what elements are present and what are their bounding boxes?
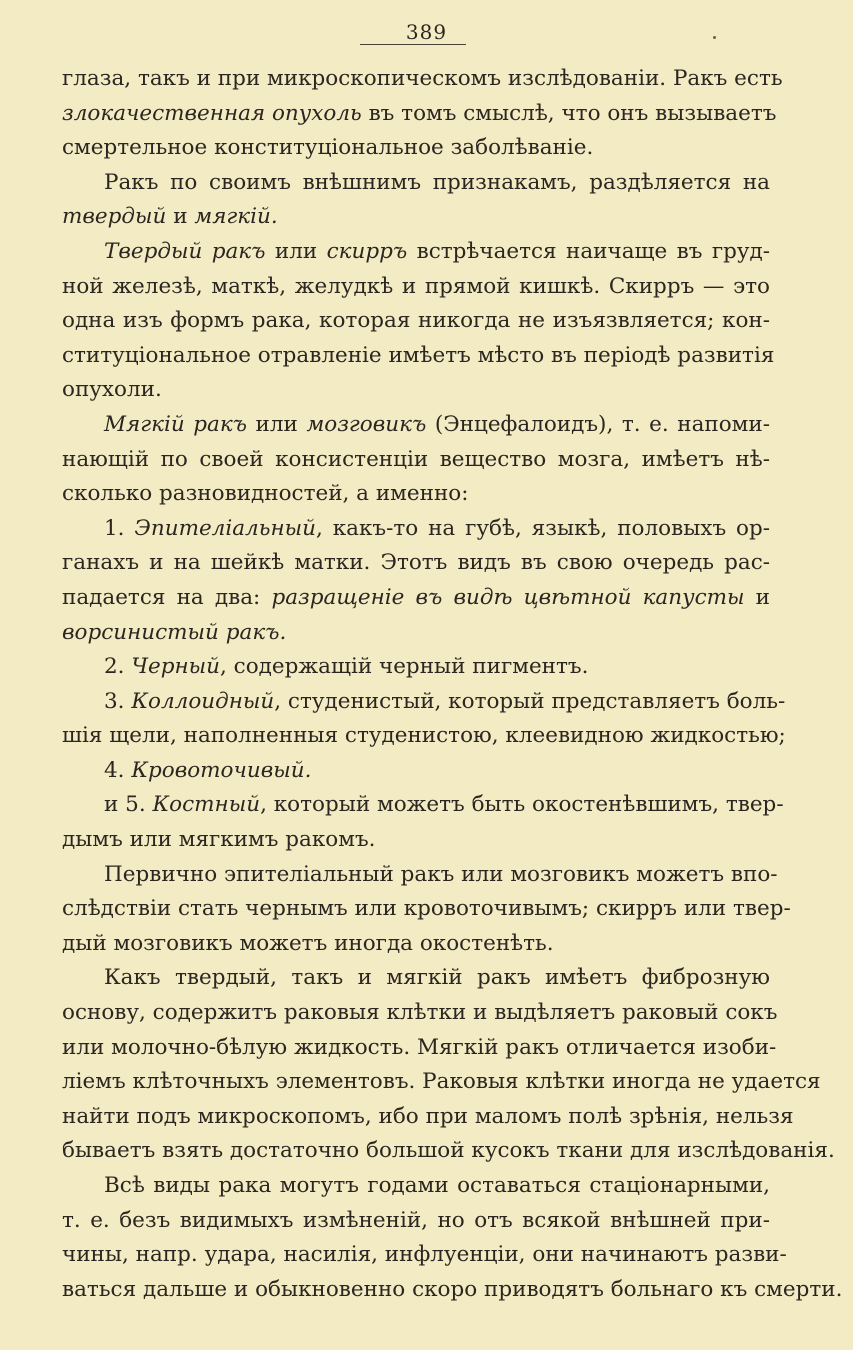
text-line: [62, 1273, 843, 1308]
text-run: сколько разновидностей, а именно:: [62, 481, 469, 507]
text-run: или: [265, 238, 327, 264]
text-line: [62, 1031, 777, 1066]
text-line: [62, 408, 770, 443]
text-run: , студенистый, который представляетъ боль-: [274, 688, 786, 714]
body-text: [62, 62, 843, 1307]
text-run: или: [247, 411, 307, 437]
text-run: т. е. безъ видимыхъ измѣненій, но отъ всякой внѣшней при-: [62, 1207, 770, 1233]
text-run: падается на два:: [62, 584, 272, 610]
italic-term: мозговикъ: [306, 411, 427, 437]
text-line: [62, 1100, 794, 1135]
text-run: , который можетъ быть окостенѣвшимъ, твер-: [260, 792, 784, 818]
italic-term: скирръ: [326, 238, 408, 264]
text-line: [62, 477, 770, 512]
text-line: [62, 166, 770, 201]
text-line: [62, 1134, 835, 1169]
text-run: и: [166, 204, 195, 230]
italic-term: Твердый ракъ: [104, 238, 266, 264]
italic-term: Мягкій ракъ: [104, 411, 247, 437]
text-run: смертельное конституціональное заболѣваніе.: [62, 135, 594, 161]
text-line: [62, 823, 770, 858]
text-line: [62, 1204, 770, 1239]
italic-term: злокачественная опухоль: [62, 100, 362, 126]
text-run: (Энцефалоидъ), т. е. напоми-: [426, 411, 770, 437]
text-run: , какъ-то на губѣ, языкѣ, половыхъ ор-: [315, 515, 770, 541]
text-run: глаза, такъ и при микроскопическомъ изслѣдованіи. Ракъ есть: [62, 66, 783, 91]
text-line: [62, 339, 775, 374]
text-line: [62, 1169, 770, 1204]
italic-term: разращеніе въ видѣ цвѣтной капусты: [271, 584, 745, 610]
text-line: [62, 961, 770, 996]
italic-term: Костный: [152, 792, 261, 818]
text-run: бываетъ взять достаточно большой кусокъ ткани для изслѣдованія.: [62, 1138, 835, 1164]
text-run: , содержащій черный пигментъ.: [219, 654, 589, 680]
text-run: 4.: [104, 757, 132, 783]
text-run: 2.: [104, 654, 132, 680]
text-run: чины, напр. удара, насилія, инфлуенціи, они начинаютъ разви-: [62, 1242, 787, 1268]
text-run: Какъ твердый, такъ и мягкій ракъ имѣетъ фиброзную: [104, 965, 770, 991]
text-line: [62, 754, 770, 789]
text-line: [62, 1238, 787, 1273]
text-line: [62, 858, 778, 893]
text-line: [62, 62, 783, 97]
text-line: [62, 235, 770, 270]
text-line: [62, 650, 770, 685]
italic-term: ворсинистый ракъ.: [62, 619, 287, 645]
text-run: дый мозговикъ можетъ иногда окостенѣть.: [62, 930, 554, 956]
text-run: Первично эпителіальный ракъ или мозговикъ можетъ впо-: [104, 861, 778, 887]
text-run: и 5.: [104, 792, 153, 818]
text-line: [62, 131, 770, 166]
text-run: или молочно-бѣлую жидкость. Мягкій ракъ отличается изоби-: [62, 1034, 777, 1060]
text-run: Ракъ по своимъ внѣшнимъ признакамъ, раздѣляется на: [104, 169, 770, 195]
page-number: 389: [405, 20, 448, 44]
text-run: ной железѣ, маткѣ, желудкѣ и прямой кишкѣ. Скирръ — это: [62, 273, 770, 299]
text-run: встрѣчается наичаще въ груд-: [407, 238, 770, 264]
print-mark: [713, 36, 716, 39]
italic-term: Черный: [131, 654, 220, 680]
text-run: нающій по своей консистенціи вещество мозга, имѣетъ нѣ-: [62, 446, 770, 472]
text-line: [62, 788, 784, 823]
text-run: шія щели, наполненныя студенистою, клеевидною жидкостью;: [62, 723, 786, 749]
text-line: [62, 1065, 821, 1100]
text-line: [62, 616, 770, 651]
text-run: 1.: [104, 515, 135, 541]
text-run: одна изъ формъ рака, которая никогда не изъязвляется; кон-: [62, 308, 770, 334]
text-line: [62, 304, 770, 339]
text-run: дымъ или мягкимъ ракомъ.: [62, 827, 376, 853]
text-line: [62, 97, 777, 132]
text-run: ституціональное отравленіе имѣетъ мѣсто въ періодѣ развитія: [62, 342, 775, 368]
text-line: [62, 546, 770, 581]
text-run: основу, содержитъ раковыя клѣтки и выдѣляетъ раковый сокъ: [62, 1000, 778, 1026]
text-line: [62, 719, 786, 754]
text-line: [62, 927, 770, 962]
italic-term: Кровоточивый.: [131, 757, 312, 783]
text-line: [62, 892, 791, 927]
text-line: [62, 270, 770, 305]
italic-term: мягкій.: [194, 204, 278, 230]
text-line: [62, 200, 770, 235]
text-run: ганахъ и на шейкѣ матки. Этотъ видъ въ свою очередь рас-: [62, 550, 770, 576]
text-line: [62, 996, 778, 1031]
text-run: слѣдствіи стать чернымъ или кровоточивымъ; скирръ или твер-: [62, 896, 791, 922]
text-run: и: [744, 584, 770, 610]
italic-term: твердый: [62, 204, 167, 230]
text-run: Всѣ виды рака могутъ годами оставаться стаціонарными,: [104, 1173, 770, 1198]
text-run: 3.: [104, 688, 132, 714]
text-line: [62, 443, 770, 478]
text-line: [62, 512, 770, 547]
text-run: найти подъ микроскопомъ, ибо при маломъ полѣ зрѣнія, нельзя: [62, 1103, 794, 1129]
text-run: ліемъ клѣточныхъ элементовъ. Раковыя клѣтки иногда не удается: [62, 1069, 821, 1095]
text-line: [62, 581, 770, 616]
italic-term: Коллоидный: [131, 688, 275, 714]
text-run: въ томъ смыслѣ, что онъ вызываетъ: [361, 100, 777, 126]
italic-term: Эпителіальный: [134, 515, 316, 541]
text-line: [62, 373, 770, 408]
page-number-rule: [360, 44, 466, 45]
text-line: [62, 685, 786, 720]
text-run: опухоли.: [62, 377, 162, 403]
text-run: ваться дальше и обыкновенно скоро приводятъ больнаго къ смерти.: [62, 1276, 843, 1302]
